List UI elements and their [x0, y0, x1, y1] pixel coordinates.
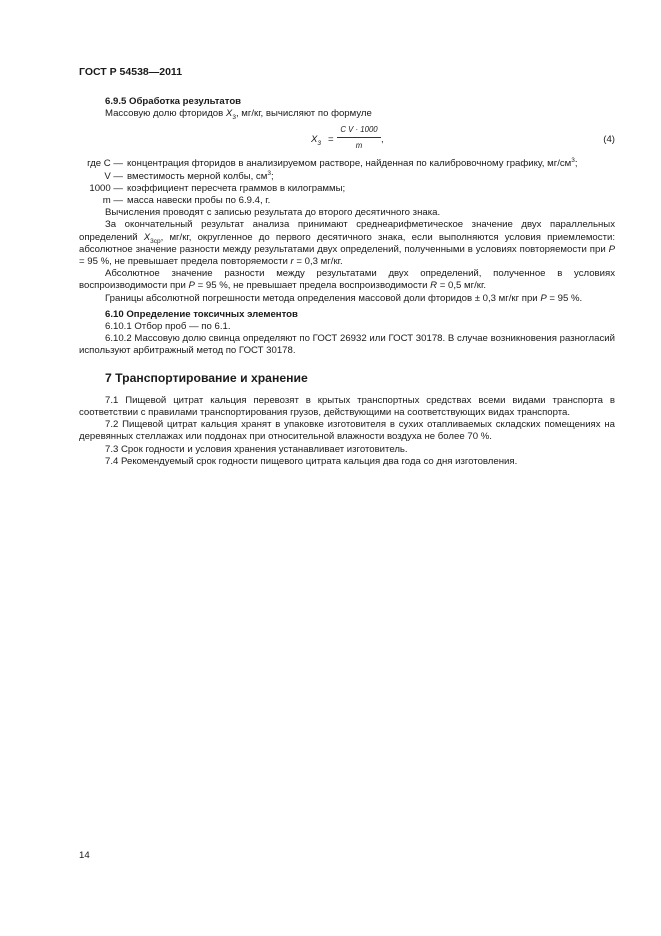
paragraph-calc: Вычисления проводят с записью результата до второго десятичного знака. [105, 207, 441, 219]
fraction-bar [337, 137, 381, 138]
paragraph-7-4: 7.4 Рекомендуемый срок годности пищевого цитрата кальция два года со дня изготовления. [105, 455, 518, 467]
formula-comma: , [381, 134, 384, 146]
paragraph-final-result: За окончательный результат анализа принимают среднеарифметическое значение двух параллельных определений $X_{3ср}$, мг/кг, округленное до первого десятичного знака, если выполняются условия приемлемости: абсолютное значение разности между результатами двух определений, полученными в условиях повторяемости при P = 95 %, не превышает предела повторяемости r = 0,3 мг/кг. [79, 219, 615, 268]
section-6-10-heading: 6.10 Определение токсичных элементов [105, 308, 298, 320]
paragraph-7-2: 7.2 Пищевой цитрат кальция хранят в упаковке изготовителя в сухих отапливаемых складских помещениях на деревянных стеллажах или поддонах при относительной влажности воздуха не более 70 %. [79, 419, 615, 443]
where-item-c: где C — концентрация фторидов в анализируемом растворе, найденная по калибровочному графику, $мг/см^3$; [87, 157, 578, 170]
formula-number: (4) [603, 134, 615, 146]
paragraph-error-bounds: Границы абсолютной погрешности метода определения массовой доли фторидов ± 0,3 мг/кг при P = 95 %. [105, 292, 583, 304]
document-body [79, 96, 615, 468]
formula-4 [79, 124, 615, 156]
formula-fraction [337, 124, 381, 151]
section-6-9-5-heading: 6.9.5 Обработка результатов [105, 96, 242, 107]
section-7-heading: 7 Транспортирование и хранение [105, 370, 308, 385]
where-item-m: m — масса навески пробы по 6.9.4, г. [102, 195, 271, 207]
formula-numerator: C V · 1000 [340, 125, 378, 135]
formula-lhs: $X_3$ [311, 134, 322, 148]
where-item-1000: 1000 — коэффициент пересчета граммов в килограммы; [89, 182, 346, 194]
paragraph-6-10-1: 6.10.1 Отбор проб — по 6.1. [105, 321, 231, 333]
where-item-v: V — вместимость мерной колбы, $см^3$; [104, 169, 274, 182]
page-number: 14 [79, 850, 90, 861]
paragraph-6-10-2: 6.10.2 Массовую долю свинца определяют по ГОСТ 26932 или ГОСТ 30178. В случае возникновения разногласий используют арбитражный метод по ГОСТ 30178. [79, 333, 615, 357]
paragraph-7-1: 7.1 Пищевой цитрат кальция перевозят в крытых транспортных средствах всеми видами транспорта в соответствии с правилами транспортирования грузов, действующими на соответствующих видах транспорта. [79, 394, 615, 419]
formula-denominator: m [355, 141, 363, 151]
paragraph-7-3: 7.3 Срок годности и условия хранения устанавливает изготовитель. [105, 443, 408, 455]
paragraph-absolute-difference: Абсолютное значение разности между результатами двух определений, полученное в условиях воспроизводимости при P = 95 %, не превышает предела воспроизводимости R = 0,5 мг/кг. [79, 268, 615, 292]
document-id: ГОСТ Р 54538—2011 [79, 66, 183, 78]
formula-intro: Массовую долю фторидов $X_3$, мг/кг, вычисляют по формуле [105, 108, 372, 122]
formula-equals: = [328, 134, 334, 146]
